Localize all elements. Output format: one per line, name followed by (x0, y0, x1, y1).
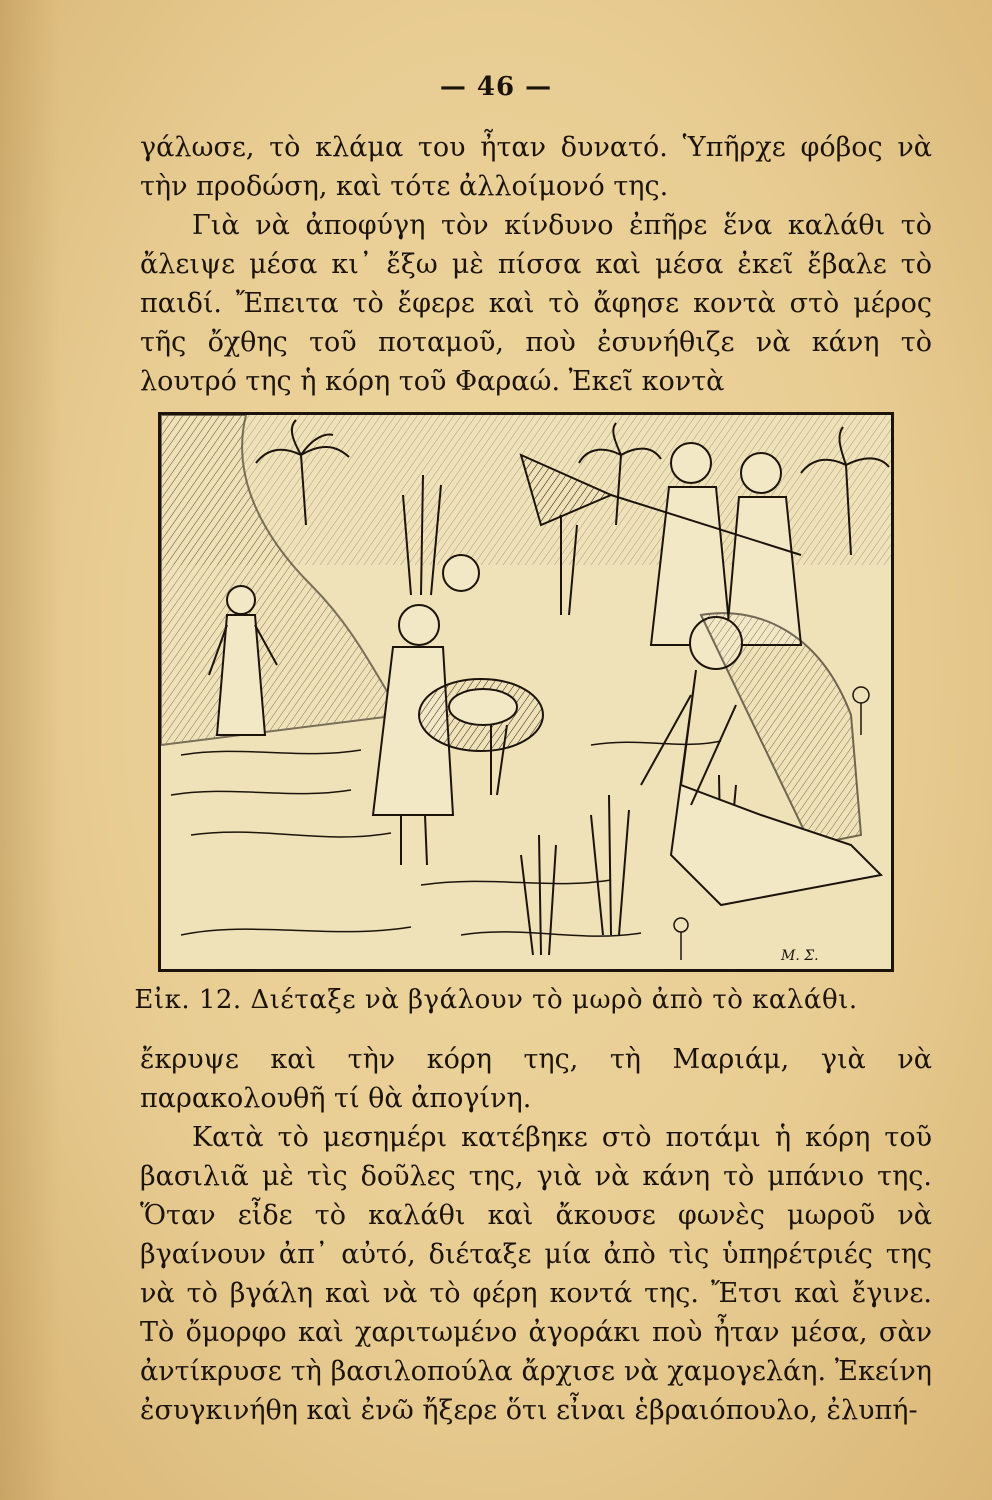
illustration-frame (158, 412, 894, 972)
text-block-top (140, 128, 932, 401)
page-number: — 46 — (439, 72, 553, 102)
paper-stain (0, 0, 60, 1500)
moses-in-reeds-illustration (161, 415, 891, 969)
paragraph-continuation: γάλωσε, τὸ κλάμα του ἦταν δυνατό. Ὑπῆρχε φόβος νὰ τὴν προδώση, καὶ τότε ἀλλοίμονό της. (140, 132, 932, 202)
figure-caption: Εἰκ. 12. Διέταξε νὰ βγάλουν τὸ μωρὸ ἀπὸ τὸ καλάθι. (134, 985, 858, 1015)
paragraph-princess: Κατὰ τὸ μεσημέρι κατέβηκε στὸ ποτάμι ἡ κόρη τοῦ βασιλιᾶ μὲ τὶς δοῦλες της, γιὰ νὰ κάνη τὸ μπάνιο της. Ὅταν εἶδε τὸ καλάθι καὶ ἄκουσε φωνὲς μωροῦ νὰ βγαίνουν ἀπ᾿ αὐτό, διέταξε μία ἀπὸ τὶς ὑπηρέτριές της νὰ τὸ βγάλη καὶ νὰ τὸ φέρη κοντά της. Ἔτσι καὶ ἔγινε. Τὸ ὄμορφο καὶ χαριτωμένο ἀγοράκι ποὺ ἦταν μέσα, σὰν ἀντίκρυσε τὴ βασιλοπούλα ἄρχισε νὰ χαμογελάη. Ἐκείνη ἐσυγκινήθη καὶ ἐνῶ ἤξερε ὅτι εἶναι ἑβραιόπουλο, ἐλυπή- (140, 1122, 932, 1426)
text-block-bottom (140, 1040, 932, 1430)
paragraph-basket: Γιὰ νὰ ἀποφύγη τὸν κίνδυνο ἐπῆρε ἕνα καλάθι τὸ ἄλειψε μέσα κι᾿ ἔξω μὲ πίσσα καὶ μέσα ἐκεῖ ἔβαλε τὸ παιδί. Ἔπειτα τὸ ἔφερε καὶ τὸ ἄφησε κοντὰ στὸ μέρος τῆς ὄχθης τοῦ ποταμοῦ, ποὺ ἐσυνήθιζε νὰ κάνη τὸ λουτρό της ἡ κόρη τοῦ Φαραώ. Ἐκεῖ κοντὰ (140, 210, 932, 397)
svg-text:M. Σ.: M. Σ. (781, 948, 819, 964)
paragraph-miriam: ἔκρυψε καὶ τὴν κόρη της, τὴ Μαριάμ, γιὰ νὰ παρακολουθῆ τί θὰ ἀπογίνη. (140, 1044, 932, 1114)
